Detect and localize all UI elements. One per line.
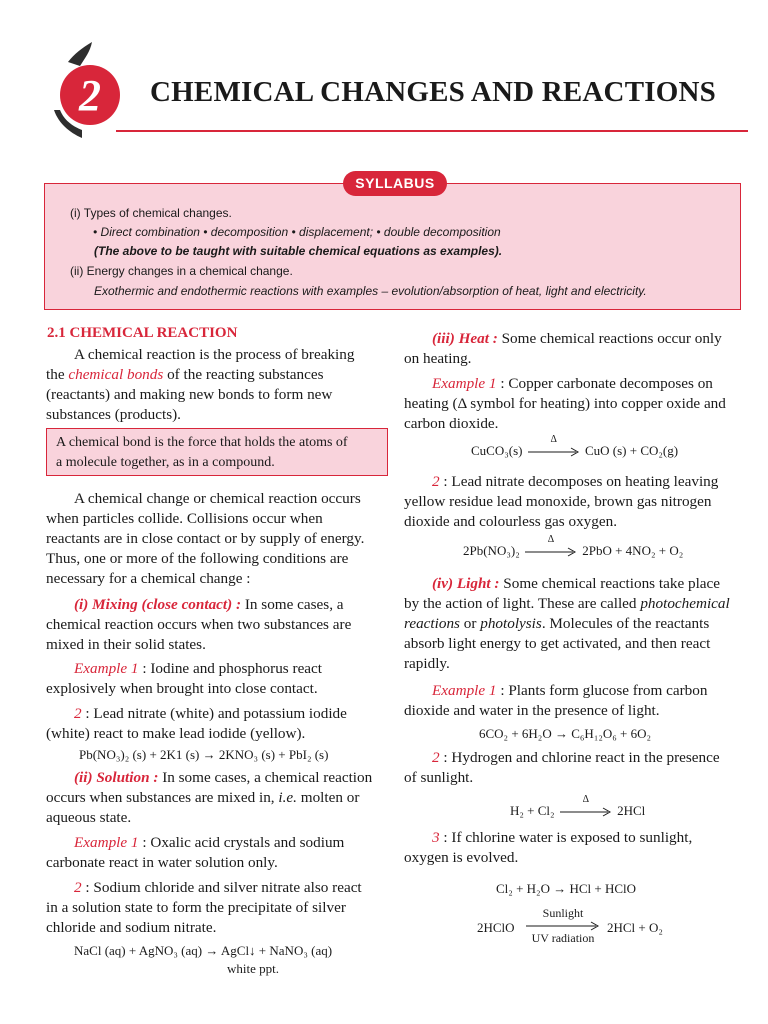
example-line: Example 1 : Iodine and phosphorus react — [74, 660, 323, 677]
body-line: Thus, one or more of the following conditions are — [46, 550, 349, 567]
section-heading: 2.1 CHEMICAL REACTION — [47, 325, 238, 341]
reaction-arrow: Δ — [558, 806, 614, 818]
body-line: necessary for a chemical change : — [46, 570, 251, 587]
equation: NaCl (aq) + AgNO₃ (aq) → AgCl↓ + NaNO₃ (aq) — [74, 943, 333, 958]
body-line: A chemical change or chemical reaction occurs — [74, 490, 361, 507]
reaction-arrow: Δ — [526, 446, 582, 458]
body-line: reactants are in close contact or by supply of energy. — [46, 530, 365, 547]
syllabus-line-3: (The above to be taught with suitable chemical equations as examples). — [94, 244, 503, 258]
equation: H₂ + Cl₂ Δ 2HCl — [510, 794, 646, 818]
intro-line: (reactants) and making new bonds to form new — [46, 386, 333, 403]
example-line: in a solution state to form the precipitate of silver — [46, 899, 346, 916]
example-line: of sunlight. — [404, 769, 474, 786]
body-line: when particles collide. Collisions occur when — [46, 510, 323, 527]
syllabus-line-1: (i) Types of chemical changes. — [70, 206, 232, 220]
example-line: 2 : Lead nitrate (white) and potassium iodide — [74, 705, 347, 722]
example-line: dioxide and water in the presence of light. — [404, 702, 660, 719]
example-line: explosively when brought into close contact. — [46, 680, 318, 697]
equation: 2Pb(NO₃)₂ Δ 2PbO + 4NO₂ + O₂ — [463, 534, 684, 558]
syllabus-line-5: Exothermic and endothermic reactions with examples – evolution/absorption of heat, light and electricity. — [94, 284, 647, 298]
syllabus-line-4: (ii) Energy changes in a chemical change. — [70, 264, 293, 278]
syllabus-line-2: • Direct combination • decomposition • displacement; • double decomposition — [93, 225, 501, 239]
example-line: oxygen is evolved. — [404, 849, 519, 866]
example-line: yellow residue lead monoxide, brown gas nitrogen — [404, 493, 712, 510]
solution-line: occurs when substances are mixed in, i.e. molten or — [46, 789, 360, 806]
definition-line: a molecule together, as in a compound. — [56, 455, 275, 470]
heat-line: (iii) Heat : Some chemical reactions occur only — [432, 330, 722, 347]
example-line: dioxide and colourless gas oxygen. — [404, 513, 618, 530]
equation-note: white ppt. — [227, 961, 279, 976]
example-line: carbon dioxide. — [404, 415, 499, 432]
example-line: 2 : Lead nitrate decomposes on heating leaving — [432, 473, 719, 490]
example-line: carbonate react in water solution only. — [46, 854, 278, 871]
light-line: absorb light energy to get activated, and then react — [404, 635, 711, 652]
mixing-line: (i) Mixing (close contact) : In some cases, a — [74, 596, 344, 613]
equation: 2HCl + O₂ — [607, 920, 663, 935]
heat-line: on heating. — [404, 350, 472, 367]
example-line: 3 : If chlorine water is exposed to sunlight, — [432, 829, 693, 846]
equation: 2HClO — [477, 920, 515, 935]
syllabus-label: SYLLABUS — [343, 171, 447, 196]
intro-line: A chemical reaction is the process of breaking — [74, 346, 355, 363]
equation: Cl₂ + H₂O → HCl + HClO — [496, 881, 637, 896]
example-line: Example 1 : Plants form glucose from carbon — [432, 682, 708, 699]
mixing-line: mixed in their solid states. — [46, 636, 206, 653]
example-line: heating (Δ symbol for heating) into copper oxide and — [404, 395, 726, 412]
equation: 6CO₂ + 6H₂O → C₆H₁₂O₆ + 6O₂ — [479, 726, 652, 741]
chapter-badge — [52, 40, 124, 140]
definition-line: A chemical bond is the force that holds the atoms of — [56, 435, 348, 450]
light-line: reactions or photolysis. Molecules of the reactants — [404, 615, 710, 632]
equation: CuCO₃(s) Δ CuO (s) + CO₂(g) — [471, 434, 679, 458]
reaction-arrow: Δ — [523, 546, 579, 558]
chapter-title: CHEMICAL CHANGES AND REACTIONS — [150, 76, 716, 108]
solution-line: aqueous state. — [46, 809, 132, 826]
mixing-line: chemical reaction occurs when two substances are — [46, 616, 352, 633]
light-line: by the action of light. These are called photochemical — [404, 595, 730, 612]
example-line: Example 1 : Oxalic acid crystals and sodium — [74, 834, 345, 851]
light-line: (iv) Light : Some chemical reactions take place — [432, 575, 721, 592]
intro-line: substances (products). — [46, 406, 181, 423]
chapter-number: 2 — [79, 71, 101, 120]
solution-line: (ii) Solution : In some cases, a chemical reaction — [74, 769, 373, 786]
example-line: 2 : Sodium chloride and silver nitrate also react — [74, 879, 362, 896]
example-line: Example 1 : Copper carbonate decomposes on — [432, 375, 713, 392]
sunlight-arrow: Sunlight UV radiation — [524, 906, 602, 946]
example-line: chloride and sodium nitrate. — [46, 919, 217, 936]
intro-line: the chemical bonds of the reacting substances — [46, 366, 324, 383]
light-line: rapidly. — [404, 655, 450, 672]
example-line: (white) react to make lead iodide (yellow). — [46, 725, 306, 742]
example-line: 2 : Hydrogen and chlorine react in the presence — [432, 749, 720, 766]
equation: Pb(NO₃)₂ (s) + 2K1 (s) → 2KNO₃ (s) + PbI₂ (s) — [79, 747, 329, 762]
chapter-title-rule — [116, 130, 748, 132]
